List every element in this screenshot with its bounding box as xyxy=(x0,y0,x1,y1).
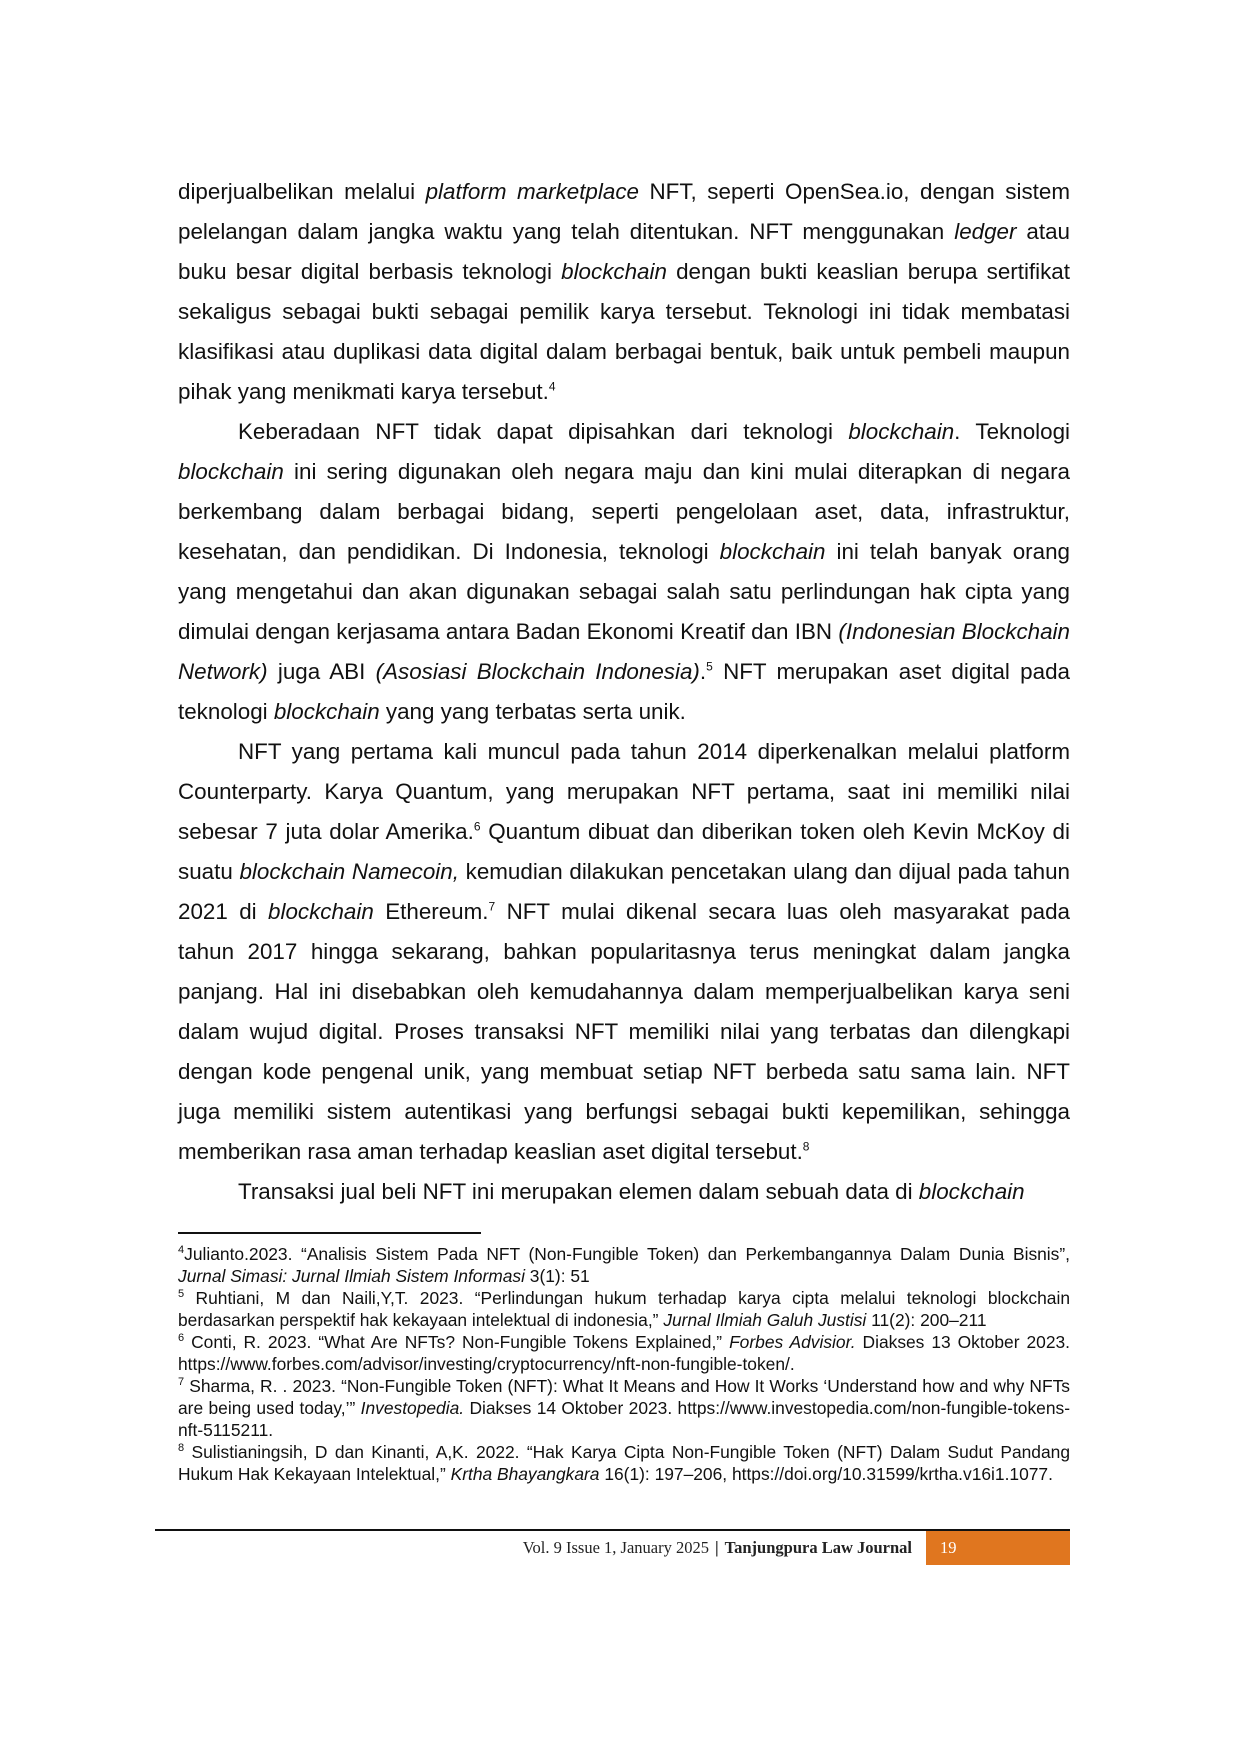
text-run: Julianto.2023. “Analisis Sistem Pada NFT (Non-Fungible Token) dan Perkembangannya Dalam Dunia Bisnis”, xyxy=(184,1244,1070,1264)
italic-text: blockchain xyxy=(561,259,667,284)
text-run: Sharma, R. . 2023. “Non-Fungible Token (NFT): What It Means and How It Works ‘Understand how and why NFTs are being used today,’” xyxy=(178,1376,1070,1418)
text-run: Sulistianingsih, D dan Kinanti, A,K. 2022. “Hak Karya Cipta Non-Fungible Token (NFT) Dalam Sudut Pandang Hukum Hak Kekayaan Intelektual,” xyxy=(178,1442,1070,1484)
text-run: 16(1): 197–206, https://doi.org/10.31599/krtha.v16i1.1077. xyxy=(599,1464,1053,1484)
footnote-6 xyxy=(178,1331,1070,1375)
text-run: . Teknologi xyxy=(954,419,1070,444)
footnote-7 xyxy=(178,1375,1070,1441)
text-run: dengan bukti keaslian berupa sertifikat sekaligus sebagai bukti sebagai pemilik karya tersebut. Teknologi ini tidak membatasi klasifikasi atau duplikasi data digital dalam berbagai bentuk, baik untuk pembeli maupun pihak yang menikmati karya tersebut. xyxy=(178,259,1070,404)
italic-text: Jurnal Simasi: Jurnal Ilmiah Sistem Informasi xyxy=(178,1266,525,1286)
italic-text: Jurnal Ilmiah Galuh Justisi xyxy=(663,1310,867,1330)
text-run: Keberadaan NFT tidak dapat dipisahkan dari teknologi xyxy=(238,419,849,444)
italic-text: blockchain Namecoin, xyxy=(239,859,459,884)
footnote-ref-6: 6 xyxy=(178,1332,185,1345)
footnote-8 xyxy=(178,1441,1070,1485)
footnote-4 xyxy=(178,1243,1070,1287)
footnote-separator xyxy=(178,1232,481,1234)
footnotes xyxy=(178,1243,1070,1485)
text-run: diperjualbelikan melalui xyxy=(178,179,426,204)
text-run: NFT mulai dikenal secara luas oleh masyarakat pada tahun 2017 hingga sekarang, bahkan popularitasnya terus meningkat dalam jangka panjang. Hal ini disebabkan oleh kemudahannya dalam memperjualbelikan karya seni dalam wujud digital. Proses transaksi NFT memiliki nilai yang terbatas dan dilengkapi dengan kode pengenal unik, yang membuat setiap NFT berbeda satu sama lain. NFT juga memiliki sistem autentikasi yang berfungsi sebagai bukti kepemilikan, sehingga memberikan rasa aman terhadap keaslian aset digital tersebut. xyxy=(178,899,1071,1164)
italic-text: platform marketplace xyxy=(425,179,639,204)
text-run: Ruhtiani, M dan Naili,Y,T. 2023. “Perlindungan hukum terhadap karya cipta melalui teknologi blockchain berdasarkan perspektif hak kekayaan intelektual di indonesia,” xyxy=(178,1288,1070,1330)
italic-text: (Asosiasi Blockchain Indonesia) xyxy=(375,659,700,684)
paragraph-2 xyxy=(178,412,1070,732)
italic-text: blockchain xyxy=(268,899,374,924)
italic-text: Investopedia. xyxy=(360,1398,465,1418)
body-text xyxy=(178,172,1070,1212)
text-run: Diakses 14 Oktober 2023. https://www.investopedia.com/non-fungible-tokens-nft-5115211. xyxy=(178,1398,1070,1440)
footnote-ref-4: 4 xyxy=(548,379,556,394)
text-run: atau buku besar digital berbasis teknologi xyxy=(178,219,1070,284)
footer-citation xyxy=(523,1531,912,1565)
footer-separator: | xyxy=(714,1538,719,1557)
italic-text: ledger xyxy=(954,219,1017,244)
footnote-ref-5: 5 xyxy=(706,659,713,674)
text-run: Transaksi jual beli NFT ini merupakan elemen dalam sebuah data di xyxy=(238,1179,919,1204)
text-run: ini sering digunakan oleh negara maju dan kini mulai diterapkan di negara berkembang dalam berbagai bidang, seperti pengelolaan aset, data, infrastruktur, kesehatan, dan pendidikan. Di Indonesia, teknologi xyxy=(178,459,1070,564)
text-run: 11(2): 200–211 xyxy=(866,1310,987,1330)
footnote-ref-5: 5 xyxy=(178,1288,185,1301)
footer-volume: Vol. 9 Issue 1, January 2025 xyxy=(522,1538,709,1557)
text-run: NFT, seperti OpenSea.io, dengan sistem pelelangan dalam jangka waktu yang telah ditentukan. NFT menggunakan xyxy=(178,179,1070,244)
text-run: Conti, R. 2023. “What Are NFTs? Non-Fungible Tokens Explained,” xyxy=(184,1332,730,1352)
footnote-ref-4: 4 xyxy=(178,1244,185,1257)
italic-text: blockchain xyxy=(273,699,380,724)
paragraph-1 xyxy=(178,172,1070,412)
page-number-box xyxy=(926,1531,1070,1565)
page-footer xyxy=(155,1531,1070,1565)
text-run: Ethereum. xyxy=(373,899,489,924)
text-run: Quantum dibuat dan diberikan token oleh Kevin McKoy di suatu xyxy=(178,819,1070,884)
italic-text: blockchain xyxy=(918,1179,1025,1204)
paragraph-4 xyxy=(178,1172,1070,1212)
text-run: 3(1): 51 xyxy=(524,1266,590,1286)
text-run: NFT merupakan aset digital pada teknologi xyxy=(178,659,1070,724)
footnote-ref-8: 8 xyxy=(178,1442,185,1455)
footer-journal-name: Tanjungpura Law Journal xyxy=(724,1538,912,1557)
italic-text: blockchain xyxy=(719,539,826,564)
footnote-5 xyxy=(178,1287,1070,1331)
italic-text: (Indonesian Blockchain Network) xyxy=(178,619,1070,684)
italic-text: Forbes Advisior. xyxy=(729,1332,856,1352)
text-run: ini telah banyak orang yang mengetahui dan akan digunakan sebagai salah satu perlindungan hak cipta yang dimulai dengan kerjasama antara Badan Ekonomi Kreatif dan IBN xyxy=(178,539,1070,644)
text-run: yang yang terbatas serta unik. xyxy=(379,699,686,724)
footnote-ref-7: 7 xyxy=(488,899,496,914)
text-run: juga ABI xyxy=(267,659,376,684)
page-number: 19 xyxy=(940,1538,957,1557)
text-run: Diakses 13 Oktober 2023. https://www.forbes.com/advisor/investing/cryptocurrency/nft-non-fungible-token/. xyxy=(178,1332,1071,1374)
italic-text: blockchain xyxy=(178,459,284,484)
paragraph-3 xyxy=(178,732,1070,1172)
text-run: . xyxy=(699,659,707,684)
italic-text: blockchain xyxy=(848,419,955,444)
footnote-ref-6: 6 xyxy=(473,819,481,834)
footnote-ref-7: 7 xyxy=(178,1376,185,1389)
text-run: kemudian dilakukan pencetakan ulang dan dijual pada tahun 2021 di xyxy=(178,859,1071,924)
italic-text: Krtha Bhayangkara xyxy=(450,1464,600,1484)
footnote-ref-8: 8 xyxy=(802,1139,810,1154)
text-run: NFT yang pertama kali muncul pada tahun 2014 diperkenalkan melalui platform Counterparty. Karya Quantum, yang merupakan NFT pertama, saat ini memiliki nilai sebesar 7 juta dolar Amerika. xyxy=(178,739,1070,844)
